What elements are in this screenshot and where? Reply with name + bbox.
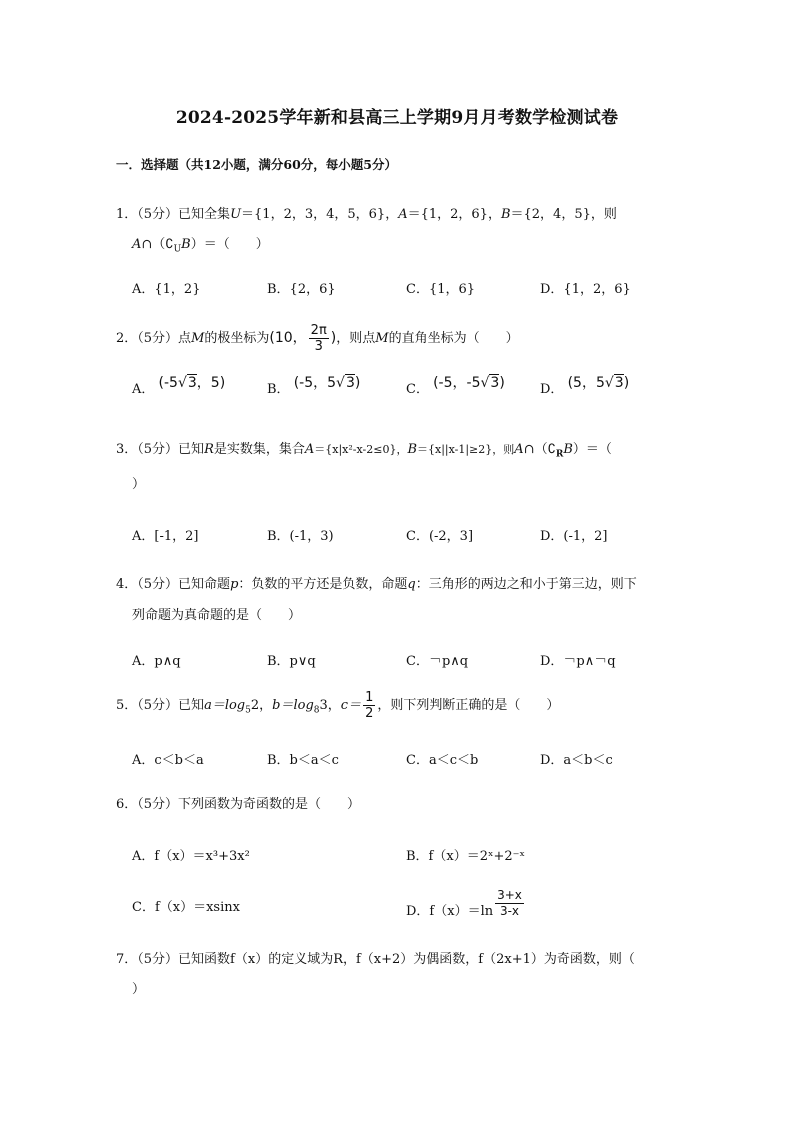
question-4-stem: 4．（5分）已知命题p：负数的平方还是负数，命题q：三角形的两边之和小于第三边，则下 — [116, 577, 637, 592]
q1-option-b[interactable]: B．{2，6} — [267, 282, 336, 297]
q2-option-a[interactable]: A． (-5√3，5) — [132, 375, 226, 397]
question-6-stem: 6．（5分）下列函数为奇函数的是（ ） — [116, 797, 361, 812]
question-3-line2: ） — [132, 477, 146, 492]
q3-option-b[interactable]: B．(-1，3) — [267, 529, 334, 544]
q6-fraction: $\frac{3+x}{3-x}$ — [497, 888, 522, 918]
question-7-line2: ） — [132, 982, 146, 997]
q4-option-d[interactable]: D．￢p∧￢q — [540, 654, 616, 669]
q6-option-d[interactable]: D．f（x）＝ln $\frac{3+x}{3-x}$ — [406, 888, 522, 919]
question-1-stem: 1．（5分）已知全集U＝{1，2，3，4，5，6}，A＝{1，2，6}，B＝{2，4，5}，则 — [116, 207, 617, 222]
q6-option-c[interactable]: C．f（x）＝xsinx — [132, 900, 240, 915]
q6-option-b[interactable]: B．f（x）＝2ˣ+2⁻ˣ — [406, 849, 526, 864]
q5-option-b[interactable]: B．b＜a＜c — [267, 753, 339, 768]
question-5-stem: 5．（5分）已知$a=\log_52$，$b=\log_83$，c＝ $\frac{1}{2}$ ，则下列判断正确的是（ ） — [116, 690, 560, 721]
section-heading: 一．选择题（共12小题，满分60分，每小题5分） — [116, 157, 397, 172]
q4-option-b[interactable]: B．p∨q — [267, 654, 316, 669]
q3-option-d[interactable]: D．(-1，2] — [540, 529, 608, 544]
q4-option-a[interactable]: A．p∧q — [132, 654, 181, 669]
q2-fraction: $\frac{2\pi}{3}$ — [310, 323, 327, 354]
q5-option-d[interactable]: D．a＜b＜c — [540, 753, 613, 768]
q2-option-c[interactable]: C． (-5，-5√3) — [406, 375, 505, 397]
q1-option-a[interactable]: A．{1，2} — [132, 282, 201, 297]
q6-option-a[interactable]: A．f（x）＝x³+3x² — [132, 849, 250, 864]
q5-option-a[interactable]: A．c＜b＜a — [132, 753, 204, 768]
q3-option-c[interactable]: C．(-2，3] — [406, 529, 474, 544]
question-4-line2: 列命题为真命题的是（ ） — [132, 608, 302, 623]
q3-option-a[interactable]: A．[-1，2] — [132, 529, 199, 544]
question-1-line2: $A\cap(∁_UB)=$（ ） — [132, 237, 269, 255]
question-3-stem: 3．（5分）已知R是实数集，集合A＝{x|x²-x-2≤0}，B＝{x||x-1|≥2}，则$A\cap(∁_RB)=$（ — [116, 442, 612, 460]
q5-option-c[interactable]: C．a＜c＜b — [406, 753, 479, 768]
q2-option-d[interactable]: D． (5，5√3) — [540, 375, 630, 397]
q5-fraction: $\frac{1}{2}$ — [365, 690, 374, 721]
q1-option-d[interactable]: D．{1，2，6} — [540, 282, 631, 297]
q2-option-b[interactable]: B． (-5，5√3) — [267, 375, 361, 397]
q4-option-c[interactable]: C．￢p∧q — [406, 654, 469, 669]
question-2-stem: 2．（5分）点M的极坐标为(10， $\frac{2\pi}{3}$ )，则点M的直角坐标为（ ） — [116, 323, 519, 354]
q1-option-c[interactable]: C．{1，6} — [406, 282, 476, 297]
exam-title: 2024-2025学年新和县高三上学期9月月考数学检测试卷 — [175, 108, 619, 128]
question-7-stem: 7．（5分）已知函数f（x）的定义域为R，f（x+2）为偶函数，f（2x+1）为奇函数，则（ — [116, 952, 635, 967]
